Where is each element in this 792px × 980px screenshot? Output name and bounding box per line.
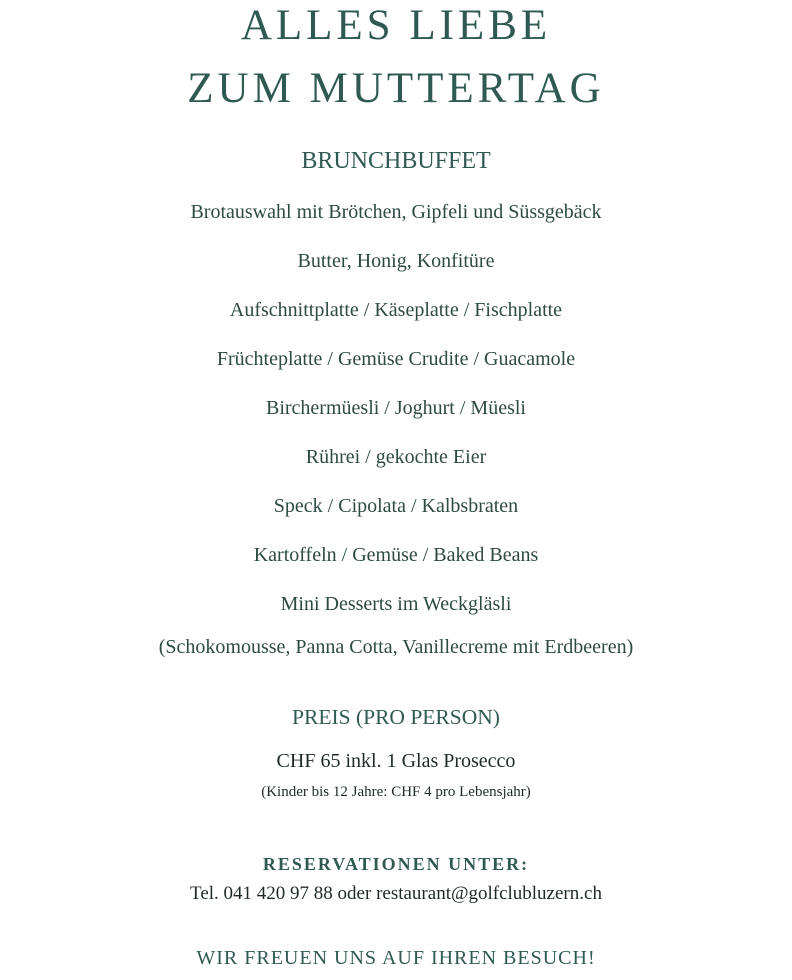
menu-item: Birchermüesli / Joghurt / Müesli (266, 397, 526, 419)
menu-item: Kartoffeln / Gemüse / Baked Beans (253, 544, 539, 566)
phone-number[interactable]: Tel. 041 420 97 88 (190, 883, 333, 904)
menu-item: Aufschnittplatte / Käseplatte / Fischplatte (229, 299, 563, 321)
closing-message: WIR FREUEN UNS AUF IHREN BESUCH! (196, 947, 596, 969)
email-link[interactable]: restaurant@golfclubluzern.ch (376, 883, 602, 904)
menu-item: Rührei / gekochte Eier (305, 446, 487, 468)
contact-line (0, 882, 792, 906)
menu-item: Brotauswahl mit Brötchen, Gipfeli und Süssgebäck (190, 201, 602, 223)
menu-item: Mini Desserts im Weckgläsli (280, 593, 512, 615)
menu-item: Butter, Honig, Konfitüre (297, 250, 495, 272)
dessert-note: (Schokomousse, Panna Cotta, Vanillecreme mit Erdbeeren) (158, 636, 634, 658)
price-heading: PREIS (PRO PERSON) (292, 705, 500, 729)
menu-list (0, 200, 792, 641)
menu-item: Speck / Cipolata / Kalbsbraten (273, 495, 519, 517)
title-line-2: ZUM MUTTERTAG (187, 65, 605, 112)
menu-item: Früchteplatte / Gemüse Crudite / Guacamole (216, 348, 576, 370)
title-line-1: ALLES LIEBE (240, 2, 552, 49)
brunch-heading: BRUNCHBUFFET (301, 148, 491, 174)
children-price-note: (Kinder bis 12 Jahre: CHF 4 pro Lebensjahr) (261, 784, 531, 800)
reservation-heading: RESERVATIONEN UNTER: (262, 854, 530, 874)
price-main: CHF 65 inkl. 1 Glas Prosecco (276, 750, 516, 772)
contact-separator: oder (337, 883, 372, 904)
